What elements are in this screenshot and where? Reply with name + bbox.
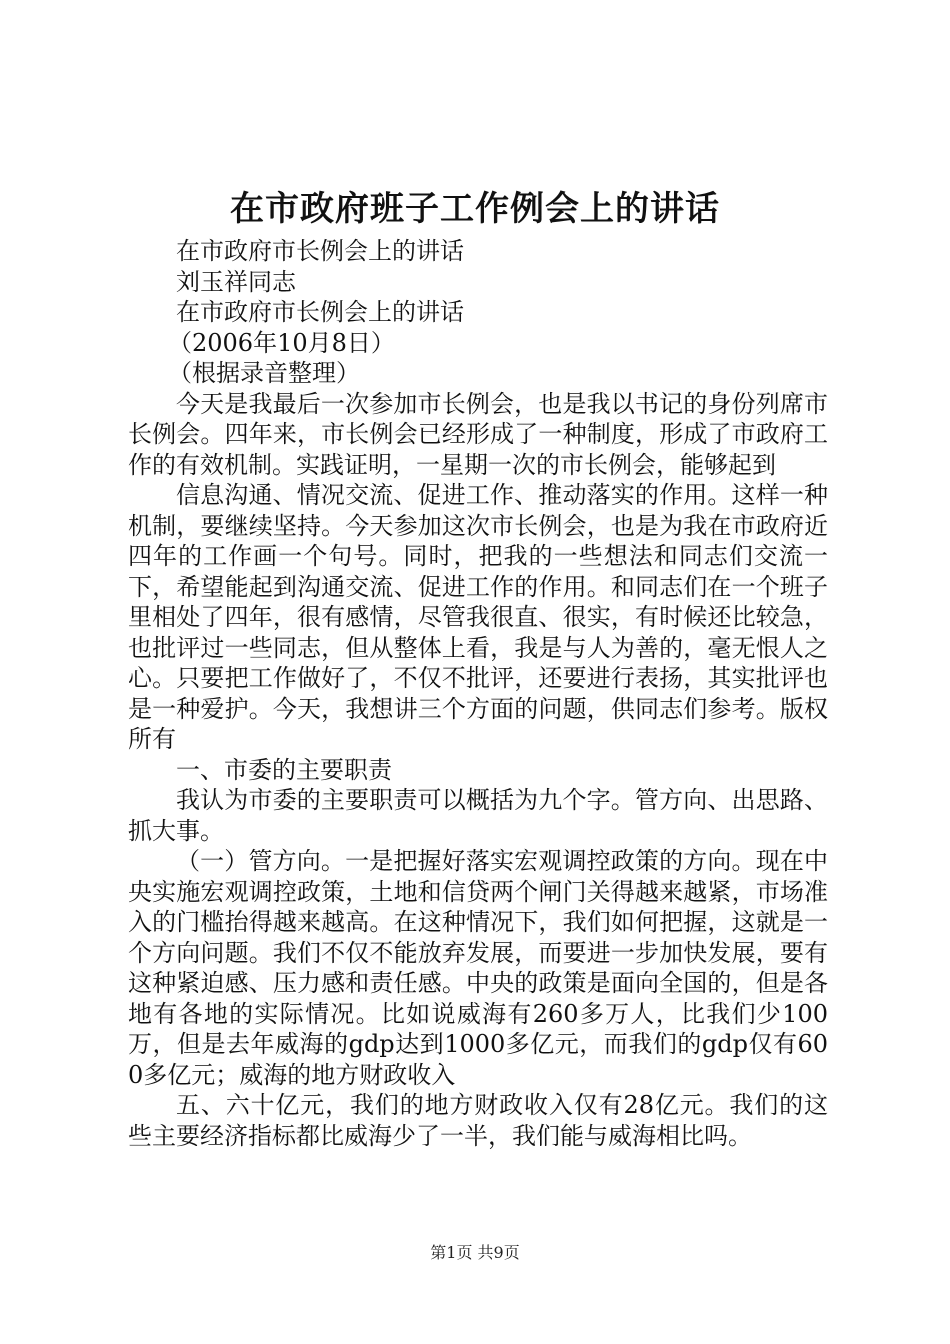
note-line: （根据录音整理） — [168, 359, 360, 387]
body-paragraph: 我认为市委的主要职责可以概括为九个字。管方向、出思路、抓大事。 — [128, 786, 828, 845]
page-number-footer: 第1页 共9页 — [430, 1243, 520, 1262]
body-paragraph: 五、六十亿元，我们的地方财政收入仅有28亿元。我们的这些主要经济指标都比威海少了一半，我们能与威海相比吗。 — [128, 1091, 828, 1150]
document-body — [128, 236, 828, 1151]
document-title: 在市政府班子工作例会上的讲话 — [230, 189, 720, 229]
author-line: 刘玉祥同志 — [176, 267, 296, 296]
section-heading: 一、市委的主要职责 — [176, 755, 392, 784]
body-paragraph: （一）管方向。一是把握好落实宏观调控政策的方向。现在中央实施宏观调控政策，土地和信贷两个闸门关得越来越紧，市场准入的门槛抬得越来越高。在这种情况下，我们如何把握，这就是一个方向问题。我们不仅不能放弃发展，而要进一步加快发展，要有这种紧迫感、压力感和责任感。中央的政策是面向全国的，但是各地有各地的实际情况。比如说威海有260多万人，比我们少100万，但是去年威海的gdp达到1000多亿元，而我们的gdp仅有600多亿元；威海的地方财政收入 — [128, 847, 828, 1089]
subtitle-line: 在市政府市长例会上的讲话 — [176, 237, 464, 265]
body-paragraph: 今天是我最后一次参加市长例会，也是我以书记的身份列席市长例会。四年来，市长例会已经形成了一种制度，形成了市政府工作的有效机制。实践证明，一星期一次的市长例会，能够起到 — [128, 389, 828, 479]
subtitle-line: 在市政府市长例会上的讲话 — [176, 298, 464, 326]
date-line: （2006年10月8日） — [168, 328, 395, 357]
body-paragraph: 信息沟通、情况交流、促进工作、推动落实的作用。这样一种机制，要继续坚持。今天参加这次市长例会，也是为我在市政府近四年的工作画一个句号。同时，把我的一些想法和同志们交流一下，希望能起到沟通交流、促进工作的作用。和同志们在一个班子里相处了四年，很有感情，尽管我很直、很实，有时候还比较急，也批评过一些同志，但从整体上看，我是与人为善的，毫无恨人之心。只要把工作做好了，不仅不批评，还要进行表扬，其实批评也是一种爱护。今天，我想讲三个方面的问题，供同志们参考。版权所有 — [128, 481, 828, 753]
